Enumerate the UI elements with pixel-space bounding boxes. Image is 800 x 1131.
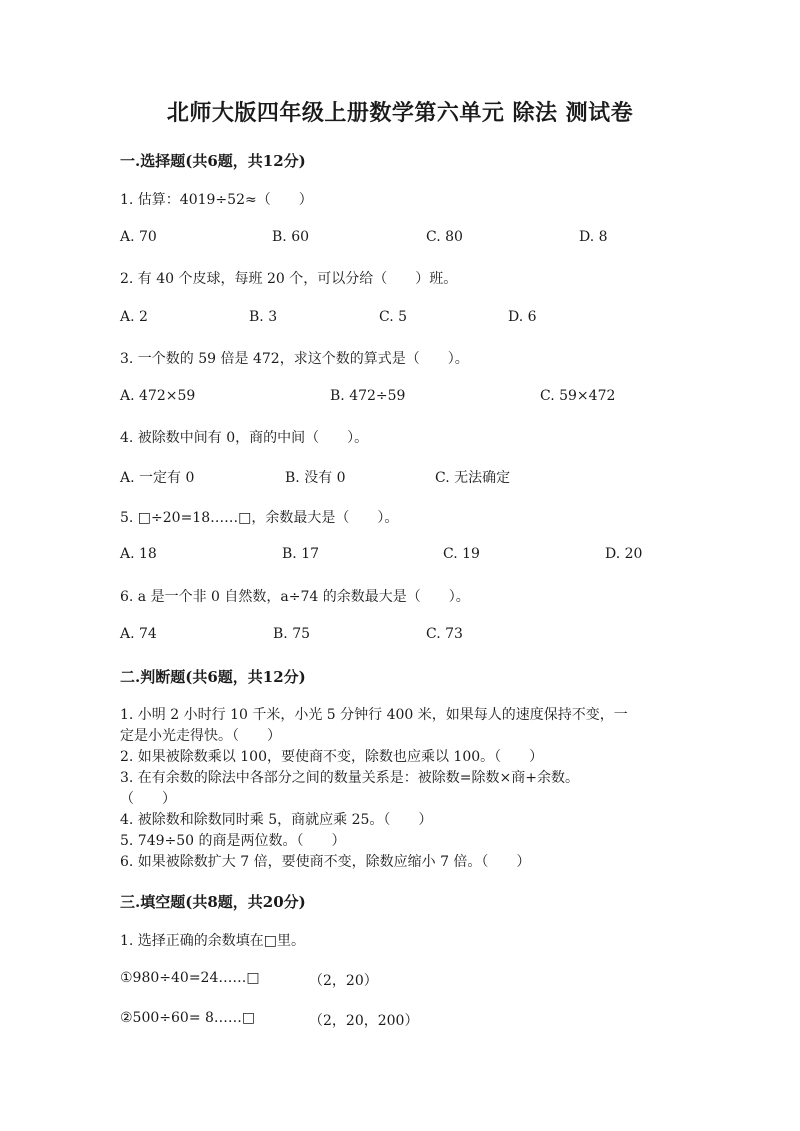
section-heading-fill-in: 三.填空题(共8题，共20分): [120, 893, 306, 911]
question-text: 2. 有 40 个皮球，每班 20 个，可以分给（ ）班。: [120, 271, 458, 287]
option: D. 6: [508, 309, 537, 325]
question-text: 4. 被除数中间有 0，商的中间（ ）。: [120, 430, 369, 446]
fill-item-expression: ①980÷40=24……□: [120, 970, 260, 986]
statement-line: 2. 如果被除数乘以 100，要使商不变，除数也应乘以 100。（ ）: [120, 749, 544, 765]
statement-line: 1. 小明 2 小时行 10 千米，小光 5 分钟行 400 米，如果每人的速度保持不变，一: [120, 707, 628, 723]
statement-line: 4. 被除数和除数同时乘 5，商就应乘 25。（ ）: [120, 812, 433, 828]
option: A. 74: [120, 626, 157, 642]
option: A. 70: [120, 229, 157, 245]
question-text: 1. 估算：4019÷52≈（ ）: [120, 192, 313, 208]
fill-item-expression: ②500÷60= 8……□: [120, 1010, 256, 1026]
question-text: 1. 选择正确的余数填在□里。: [120, 933, 306, 949]
option: C. 5: [379, 309, 408, 325]
statement-line: （ ）: [120, 791, 176, 807]
option: B. 472÷59: [330, 388, 406, 404]
option: B. 3: [249, 309, 278, 325]
option: A. 18: [120, 546, 157, 562]
option: B. 75: [273, 626, 311, 642]
option: D. 8: [579, 229, 608, 245]
question-text: 5. □÷20=18……□，余数最大是（ ）。: [120, 510, 399, 526]
statement-line: 3. 在有余数的除法中各部分之间的数量关系是：被除数=除数×商+余数。: [120, 770, 579, 786]
option: C. 19: [443, 546, 480, 562]
page-title: 北师大版四年级上册数学第六单元 除法 测试卷: [166, 100, 634, 126]
option: A. 472×59: [120, 388, 196, 404]
option: C. 80: [426, 229, 463, 245]
section-heading-choice: 一.选择题(共6题，共12分): [120, 152, 306, 170]
option: B. 17: [282, 546, 320, 562]
option: B. 没有 0: [285, 470, 346, 486]
option: C. 73: [426, 626, 463, 642]
question-text: 6. a 是一个非 0 自然数，a÷74 的余数最大是（ ）。: [120, 589, 470, 605]
option: C. 无法确定: [435, 470, 511, 486]
section-heading-judgement: 二.判断题(共6题，共12分): [120, 668, 306, 686]
statement-line: 定是小光走得快。（ ）: [120, 728, 281, 744]
option: A. 2: [120, 309, 148, 325]
option: D. 20: [605, 546, 643, 562]
option: C. 59×472: [540, 388, 616, 404]
question-text: 3. 一个数的 59 倍是 472，求这个数的算式是（ ）。: [120, 351, 469, 367]
fill-item-choices: （2，20）: [309, 973, 378, 989]
option: A. 一定有 0: [120, 470, 195, 486]
statement-line: 6. 如果被除数扩大 7 倍，要使商不变，除数应缩小 7 倍。（ ）: [120, 854, 531, 870]
option: B. 60: [272, 229, 310, 245]
fill-item-choices: （2，20，200）: [309, 1013, 419, 1029]
statement-line: 5. 749÷50 的商是两位数。（ ）: [120, 833, 346, 849]
